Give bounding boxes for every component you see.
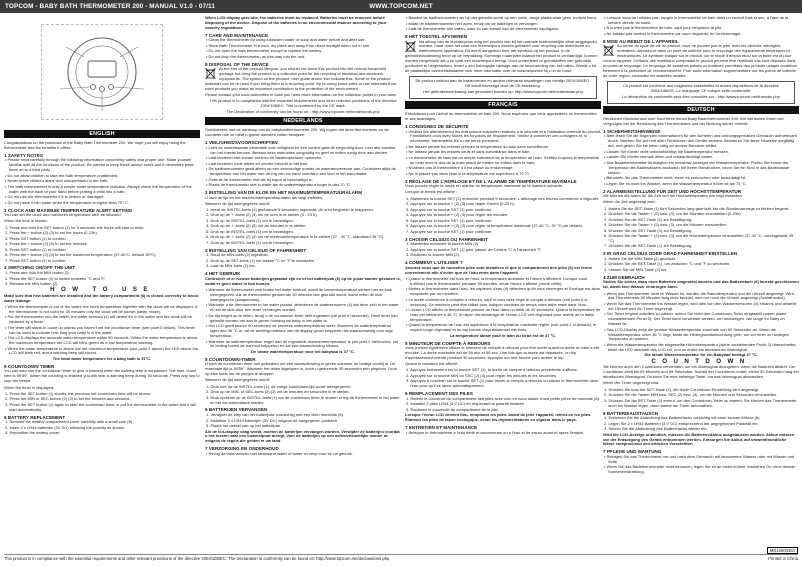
list-item: • L'écran LCD affiche la température précise de l'eau dans un délai de 90 secondes. Quand la température de l'eau est inférieure à 36 °C, le rayon rétroéclairage de l'écran LCD vert clignotant pour avertir de la faible température. (406, 307, 601, 322)
list-item: • Wenn das Thermometer nicht im Wasser ist, werden die Raumtemperatur und die Uhrzeit angezeigt. Wird das Thermometer 30 Minuten lang nicht benutzt, wird nur noch die Uhrzeit angezeigt (Schlafmodus). (604, 290, 794, 301)
en-disposal-heading: 8 DISPOSAL OF THE DEVICE (205, 61, 269, 67)
column-english (4, 16, 200, 552)
list-item: 7. Press SET button (1) to confirm. (5, 257, 67, 263)
nl-battery-note: Als de lcd-display vaag wordt, moeten de batterijen vervangen worden. Verwijder de batterijen voordat u het toestel naar een inzamelpunt brengt. Voer de batterijen op een milieuvriendelijke manier af volgens de regels die gelden in uw land. (205, 428, 400, 444)
list-item: • Maak de badthermometer niet open, tenzij om de batterijen te vervangen. (406, 20, 539, 26)
en-battery-heading: 6 BATTERY REPLACEMENT (4, 414, 66, 420)
fr-use-list (405, 277, 601, 333)
nl-battery-heading: 6 BATTERIJEN VERVANGEN (205, 407, 268, 413)
english-intro: Congratulations on the purchase of the Baby Bath Thermometer 200. We hope you will enjoy using the thermometer and the benefits it offers. (4, 140, 186, 150)
nl-use-heading: 4 HET GEBRUIK (205, 271, 241, 277)
list-item: 1. Maintenez la touche SET (1) enfoncée pendant 5 secondes. L'affichage des heures commence à clignoter. (406, 195, 600, 201)
product-illustration (41, 24, 163, 120)
list-item: • Put the thermometer into the water, the water sensors (4) will detect it's in the water and the clock will be replaced by a timer. (5, 314, 192, 325)
list-item: • Bewaar de badthermometer als hij niet gebruikt wordt op een koele, droge plaats waar geen zonlicht komt. (406, 16, 597, 20)
nl-use-note: Controleer of er nieuwe batterijen geplaatst zijn en of het batterijvak (6) op de juiste manier gesloten is, zodat er geen water in kan komen. (205, 275, 401, 286)
list-item: 2. Press the + button (2) (3) to set the hours (0-23h). (5, 230, 98, 236)
list-item: 1. Press and hold the SET button (1) for 5 seconds, the hours will start to blink. (5, 224, 145, 230)
list-item: 6. Druk op de + -toets (2) (3) om de maximumtemperatuur in te stellen (37 - 40 °C, standaard 39 °C). (206, 234, 385, 240)
list-item: • Wanneer de watertemperatuur hoger dan de ingestelde maximumtemperatuur is (zie punt 2 hierboven), zal de leiding boven de lcd rood knipperen en zal een waarschuwing klinken. (206, 338, 398, 349)
list-item: • The LCD displays the accurate water temperature within 90 seconds. When the water temperature is above the maximum temperature the LCD will blink green as a low temperature warning. (5, 335, 198, 346)
list-item: 2. Press the MIN or SEC button (2) (3) to set the minutes and seconds. (5, 396, 131, 402)
list-item: 2. Appuyez sur la touche + (2) (3) pour régler l'heure (0-23 h). (406, 201, 515, 207)
list-item: 5. Druk op de INSTEL-toets (1) om te bevestigen. (206, 228, 294, 234)
list-item: 3. Reposition the battery cover. (5, 430, 61, 436)
list-item: 2. Installez 2 piles LR44 (3 V DC) en respectant la polarité illustrée. (406, 401, 525, 407)
list-item: • Laat de thermometer niet vallen, want zo kan toestel kan de thermometer kapotgaan. (406, 26, 560, 31)
list-item: 1. Maintenez enfoncée la touche MIN (2). (406, 241, 480, 247)
list-item: 3. Relâchez la touche MIN (2). (406, 252, 461, 258)
list-item: • Wanneer de thermometer zich buiten het water bevindt, wordt de kamertemperatuur samen met de klok weergegeven. Als de thermometer gedurende 30 minuten niet gebruikt wordt, wordt enkel de klok weergegeven (slaapmodus). (206, 287, 392, 302)
english-section-header: ENGLISH (4, 130, 200, 138)
fr-battery-steps (405, 397, 601, 413)
list-item: • When the water temperature is above the set maximum temperature (see point 2 above) the LED above the LCD will blink red, and a warning beep will sound. (5, 345, 199, 356)
list-item: 1. Houd de INSTEL-toets (1) gedurende 5 seconden ingedrukt; de uren beginnen te knipperen. (206, 206, 374, 212)
fr-battery-heading: 6 REMPLACEMENT DES PILES (405, 391, 473, 397)
column-dutch-french (405, 16, 601, 552)
en-countdown-steps (4, 392, 200, 413)
wheelie-bin-crossed-icon (603, 44, 614, 57)
nl-intro: Gefeliciteerd met de aankoop van de babybadthermometer 200. Wij hopen dat deze thermometer en de voordelen die ze biedt u goede diensten zullen bewijzen. (205, 127, 389, 138)
nl-countdown-intro: U kunt de countdown timer ook gebruiken om een waarschuwing te geven wanneer de badtijd voorbij is. De maximale tijd is 59'59". Wanneer het tellen afgelopen is, hoort u gedurende 30 seconden een pieptoon. Druk op elke toets om de piepjes te stoppen. (205, 361, 397, 377)
fr-countdown-intro: Vous pouvez également utiliser le minuteur de compte à rebours pour être averti quand la durée du bain a été écoulée. La durée maximale est de 59 min et 59 sec. Une fois que la durée est dépassée, un bip d'avertissement retentit pendant 30 secondes. Appuyez sur une touche pour arrêter le bip. (405, 345, 600, 361)
list-item: 3. Appuyez sur la touche SET (1) pour confirmer. (406, 206, 493, 212)
list-item: • Store Bath Thermometer in a cool, dry place and away from direct sunlight when not in use. (206, 42, 371, 48)
list-item: • N'utilisez pas le thermomètre s'il est cassé ou endommagé. (406, 165, 514, 171)
en-countdown-heading: 5 COUNTDOWN TIMER (4, 363, 55, 369)
list-item: 4. Press the + button (2) (3) to set the minutes. (5, 241, 88, 247)
list-item: 3. Press SET button (1) to confirm. (5, 235, 67, 241)
list-item: 3. Plaats het deksel van op het batterijvak. (206, 423, 282, 429)
list-item: • Das Badethermometer ist lediglich ein einfacher Anzeiger der Wassertemperatur. Prüfen Sie immer die Temperatur des Badewassers zusätzlich mit Ihrem Handrücken, bevor Sie ein Kind in das Badewasser setzen. (604, 159, 790, 175)
list-item: • The timer will starts to count up unless you haven't set the countdown timer (see point 5 below). This timer can be used to indicate how long your baby is in the water. (5, 324, 196, 335)
fr-countdown-steps (405, 368, 601, 389)
list-item: • Der Timer beginnt aufwärts zu zählen, sofern Sie nicht den Countdown-Timer eingestellt haben (siehe nachstehenden Punkt 5). Der Timer kann verwendet werden, um anzuzeigen, wie lange Ihr Baby im Wasser ist. (604, 311, 787, 327)
list-item: 3. Druk op de INSTEL-toets (1) om te bevestigen. (206, 217, 294, 223)
de-safety-heading: 1 SICHERHEITSHINWEISE (603, 128, 661, 134)
fr-disposal-heading: 8 MISE AU REBUT DE L'APPAREIL (603, 38, 679, 44)
nl-celsius-steps (205, 253, 401, 269)
list-item: • Wenn die Wassertemperatur die eingestellte Höchsttemperatur (siehe vorstehenden Punkt 2) überschreitet, blinkt die LED oberhalb des LCD rot, und es ertönt ein akustisches Warnsignal. (604, 341, 797, 352)
nl-celsius-heading: 3 INSTELLING VAN CELSIUS OF FAHRENHEIT (205, 247, 307, 253)
list-item: 1. Halten Sie die SET-Taste (1) fünf Sekunden lang gedrückt, bis die Stundenanzeige zu blinken beginnt. (604, 205, 790, 211)
en-battery-note: When LCD display gets blur, the batteries must be replaced. Batteries must be removed before disposing of the device. Dispose of the batteries in an environmental manner according to your country regulations. (205, 16, 387, 30)
list-item: • Laat kinderen niet zonder toezicht de badtemperatuur opnemen. (206, 155, 323, 161)
list-item: • De tijd begint op te tellen, tenzij u de countdown timer hebt ingesteld (zie punt 5 hieronder). Deze timer kan gebruikt worden om aan te geven hoelang uw baby in het water is. (206, 312, 398, 323)
footer-printed: Printed in China (768, 556, 798, 562)
nl-clock-steps (205, 208, 401, 246)
fr-safety-list (405, 130, 601, 177)
list-item: 3. Appuyez à nouveau sur la touche SET (1) pour lancer le compte à rebours ou placez le thermomètre dans l'eau pour qu'il se lance automatiquement. (406, 378, 599, 389)
list-item: • Ne laissez jamais les enfants seuls et sans surveillance dans le bain. (406, 149, 531, 155)
list-item: 7. Druk op de INSTEL-toets (1) om te bevestigen. (206, 239, 294, 245)
en-use-note: Make sure that new batteries are installed and the battery compartment (6) is closed correctly to avoid water leakage. (4, 292, 199, 303)
fr-care-heading: 7 ENTRETIEN ET MAINTENANCE (405, 425, 478, 431)
nl-ideal-temp: De ideale watertemperatuur voor het babybad is 37 °C. (251, 348, 355, 354)
list-item: 1. Houd de MIN-toets (2) ingedrukt. (206, 252, 269, 258)
fr-countdown-when: Quand le minuteur est affiché : (405, 361, 460, 367)
en-onoff-heading: 3 SWITCHING ON/OFF THE UNIT (4, 265, 76, 271)
list-item: 1. Press and hold the MIN button (2). (5, 270, 71, 276)
de-use-note: Stellen Sie sicher, dass neue Batterien eingesetzt wurden und das Batteriefach (6) korrekt geschlossen ist, damit kein Wasser eindringen kann. (603, 279, 799, 290)
list-item: • Reinig de thermometer met lauwwarm water of water en zeep voor en na gebruik. (206, 450, 354, 456)
de-celsius-steps (603, 257, 799, 273)
list-item: 1. Retirez le couvercle du compartiment des piles avec soin en vous aidant d'une petite pièce de monnaie (6). (406, 395, 600, 401)
fr-clock-steps (405, 197, 601, 235)
en-battery-steps (4, 420, 200, 436)
nl-care-heading: 7 VERZORGING EN ONDERHOUD (205, 446, 279, 452)
en-disposal-contact: Please contact your local authorities in case you need more information on the collection points in your area. (205, 92, 397, 98)
list-item: 7. Appuyez sur la touche SET (1) pour confirmer. (406, 228, 493, 234)
list-item: • Ne laissez jamais les enfants prendre la température du bain sans surveillance. (406, 143, 550, 149)
list-item: • Gebruik de thermometer niet als hij kapot of beschadigd is. (206, 176, 313, 182)
nl-safety-list (205, 146, 401, 188)
de-countdown-when: Wenn der Timer angezeigt wird: (603, 380, 660, 386)
list-item: 7. Drücken Sie die SET-Taste (1) zur Bestätigung. (604, 243, 693, 249)
list-item: 2. Drücken Sie die Tasten + (2) bzw. (3), um die Stunden einzustellen (0-23h). (604, 211, 742, 216)
en-howtouse-heading: HOW TO USE (50, 285, 154, 293)
de-use-heading: 4 ZUM GEBRAUCH (603, 274, 645, 280)
en-clock-when: When the time is shown: (4, 218, 48, 224)
list-item: 6. Appuyez sur la touche + (2) (3) pour régler la température maximale (37-40 °C, 39 °C par défaut). (406, 223, 583, 229)
en-declaration-link[interactable]: The Declaration of conformity can be found on : http://www.topcom.net/nederlands.php (226, 109, 380, 115)
page-footer (4, 548, 798, 564)
footer-model-number: MD10600384 (767, 547, 798, 554)
fr-care-list (603, 16, 799, 37)
fr-clock-when: Lorsque le temps est affiché : (405, 189, 458, 195)
fr-compliance-box (607, 81, 795, 104)
fr-ideal-temp: La température idéale pour le bain du bébé est de 37 °C. (449, 332, 557, 338)
fr-clock-intro: Vous pouvez régler la durée et l'alarme de température maximale de la manière suivante. (405, 183, 564, 189)
de-ideal-temp: Die ideale Wassertemperatur für ein Babybad beträgt 37 °C. (644, 352, 758, 358)
de-countdown-steps (603, 388, 799, 409)
list-item: • Benutzen Sie das Thermometer nicht, wenn es zerbrochen oder beschädigt ist. (604, 175, 747, 181)
nl-use-list (205, 288, 401, 349)
thermometer-diagram-icon (46, 27, 158, 117)
list-item: 2. Druk op de MIN- of SEC-toets (2) (3) om de minuten en seconden in te stellen. (206, 389, 350, 395)
de-celsius-heading: 3 IN GRAD CELSIUS ODER GRAD FAHRENHEIT EINSTELLEN (603, 251, 738, 257)
list-item: • Le thermomètre de bain est un simple indicateur de la température de l'eau. Vérifiez toujours la température de l'eau avec le dos de la main avant de mettre un enfant dans le bain. (406, 154, 600, 165)
list-item: • Mettez le thermomètre dans l'eau, les capteurs d'eau (4) détectent qu'ils sont immergés et l'horloge est alors remplacée par un minuteur. (406, 286, 601, 297)
de-battery-steps (603, 416, 799, 432)
de-battery-note: Wird die LCD-Anzeige undeutlich, müssen die Batterien/Akkus ausgetauscht werden. Akkus müssen vor der Entsorgung des Geräts entnommen werden. Entsorgen Sie Akkus auf umweltfreundliche Weise entsprechend den örtlichen Vorschriften. (603, 431, 795, 447)
de-countdown-heading: COUNTDOWN (651, 357, 751, 365)
en-countdown-intro: You can also use the countdown timer to give a warning when the bathing time is surpassed. The max. count time is 59'59". When the counting is finished you will hear a warning beep during 30 seconds. Press any key to stop the beeps. (4, 368, 200, 384)
header-manual-title: TOPCOM - BABY BATH THERMOMETER 200 - MANUAL V1.0 - 07/11 (5, 3, 216, 10)
en-disposal-text: At the end of the product lifecycle, you should not throw this product into the normal household garbage but bring the product to a collection point for the recycling of electrical and electronic equipments. The symbol on the product, user guide and/or box indicate this. Some of the product materials can be re-used if you bring them to a recycling point. By re-using some parts or raw materials from used products you make an important contribution to the protection of the environment. (205, 66, 397, 91)
list-item: • Wenn Sie das Badethermometer nicht benutzen, legen Sie es an einen kühlen, trockenen Ort ohne direkte Sonneneinstrahlung. (604, 464, 795, 475)
page-header (0, 0, 802, 13)
list-item: • Plaats de thermometer niet in water als de watertemperatuur hoger is dan 70 °C. (206, 182, 352, 188)
list-item: • Ne le placez pas dans l'eau si la température est supérieure à 70 °C. (406, 170, 531, 176)
list-item: 3. Release the MIN button (2). (5, 281, 59, 287)
list-item: • Lassen Sie Kinder niemals allein und unbeaufsichtigt baden. (604, 154, 714, 160)
german-section-header: DEUTSCH (603, 106, 799, 114)
list-item: 4. Druk op de + -toets (2) (3) om de minuten in te stellen. (206, 223, 307, 229)
nl-countdown-heading: 5 COUNTDOWN-TIMER (205, 356, 256, 362)
nl-clock-heading: 2 INSTELLING VAN DE KLOK EN HET MAXIMUMTEMPERATUURALARM (205, 189, 363, 195)
list-item: 1. Remove the battery compartment cover carefully with a small coin (6). (5, 419, 134, 425)
list-item: • Wanneer u de thermometer in het water plaatst, detecteren de watersensoren (4) dat deze zich in het water en zal de klok door een timer vervangen worden. (206, 302, 399, 313)
list-item: 1. Druk kort op de INSTEL-toets (1), de vorige countdown-tijd wordt weergegeven. (206, 383, 352, 389)
list-item: 1. Drücken Sie kurz die SET-Taste (1), die letzte Countdown-Einstellung wird angezeigt. (604, 386, 760, 392)
fr-countdown-heading: 5 MINUTEUR DE COMPTE À REBOURS (405, 340, 491, 346)
en-use-list (4, 305, 200, 356)
de-countdown-intro: Sie können auch den Countdown verwenden, um ein Warnsignal abzugeben, wenn die Badezeit abläuft. Der Countdown zählt bis 59 Minuten und 59 Sekunden. Sobald der Countdown endet, ertönt 30 Sekunden lang ein akustisches Warnsignal. Drücken Sie eine beliebige Taste, um das Warnsignal abzustellen. (603, 364, 799, 380)
list-item: 2. Installeer 2 x LR44 batterijen (3V DC) volgens de aangegeven polariteit. (206, 417, 338, 423)
nl-compliance: Dit product voldoet aan de basisnormen en andere relevante bepalingen van richtlijn 2004/108/EG. Dit wordt bevestigd door de CE-markering. (415, 77, 591, 88)
column-english-dutch (205, 16, 401, 552)
list-item: 5. Appuyez sur la touche SET (1) pour confirmer. (406, 217, 493, 223)
list-item: 2. Legen Sie 2 x LR44 Batterien (3 V DC) entsprechend der angegebenen Polarität ein. (604, 420, 759, 426)
en-care-list (205, 38, 401, 59)
list-item: 5. Press SET button (1) to confirm. (5, 246, 67, 252)
list-item: • Legen Sie es nicht ins Wasser, wenn die Wassertemperatur höher ist als 70 °C. (604, 180, 747, 186)
list-item: • Do not place it into water when the temperature is higher than 70° C. (5, 199, 129, 205)
wheelie-bin-crossed-icon (205, 67, 216, 80)
de-care-heading: 7 PFLEGE UND WARTUNG (603, 449, 662, 455)
list-item: • The bath thermometer is only a simple water temperature indicator. Always check the temperature of the water with the back of your hand before putting a child into a bath. (5, 183, 192, 194)
list-item: • Do not allow children to take the bath temperature unattended. (5, 172, 119, 178)
de-use-list (603, 292, 799, 353)
en-countdown-when: When the timer is displayed: (4, 384, 55, 390)
list-item: • De badthermometer geeft alleen op een eenvoudige manier de watertemperatuur aan. Controleer altijd de temperatuur van het water met de rug van uw hand voordat u een kind in het bad plaatst. (206, 166, 396, 177)
list-item: • Veuillez lire attentivement les instructions suivantes relatives à la sécurité et à l'utilisation correcte du produit. Familiarisez-vous avec toutes les fonctions de l'équipement. Veillez à conserver ces consignes et, si nécessaire, transmettez-les à une tierce personne. (406, 128, 601, 144)
list-item: • Nettoyez le thermomètre à l'eau tiède et savonneuse ou à l'eau et de savon avant et après l'emploi. (406, 429, 585, 435)
nl-compliance-box (409, 76, 597, 99)
dutch-section-header: NEDERLANDS (205, 117, 401, 125)
header-website: WWW.TOPCOM.NET (369, 3, 433, 10)
de-clock-steps (603, 207, 799, 250)
fr-disposal-text: Au terme du cycle de vie du produit, vous ne pouvez pas le jeter avec les déchets ménagers ordinaires, déposez-le dans un point de collecte pour le recyclage des équipements électriques et électroniques. Le symbole indiqué sur le produit, sur le mode d'emploi et/ou sur la boîte est là pour vous le rappeler. Certains des matériaux composant le produit peuvent être réutilisés s'ils sont déposés dans un point de recyclage. Le recyclage de certaines pièces ou matières premières des produits usagés contribue fortement à la protection de l'environnement. Pour toute information supplémentaire sur les points de collecte de votre région, contactez les autorités locales. (603, 43, 797, 78)
fr-safety-heading: 1 CONSIGNES DE SÉCURITÉ (405, 123, 469, 129)
de-clock-heading: 2 ALARMEINSTELLUNG FÜR ZEIT UND HÖCHSTTEMPERATUR (603, 188, 742, 194)
list-item: 3. Drücken Sie die SET-Taste (1) erneut, um den Countdown-Timer zu starten. Sie können das Thermometer auch ins Wasser legen, dann startet der Timer automatisch. (604, 397, 797, 408)
nl-countdown-steps (205, 385, 401, 406)
list-item: 6. Drücken Sie die Tasten + (2) bzw. (3), um die Höchsttemperatur einzustellen (37-40 °C, voreingestellt 39 °C). (604, 233, 794, 243)
list-item: • Bitte lesen Sie die folgenden Informationen für den sicheren und ordnungsgemäßen Gebrauch aufmerksam durch. Machen Sie sich mit allen Funktionen des Geräts vertraut. Bewahren Sie diese Hinweise sorgfältig auf, und geben Sie sie wenn nötig an andere Benutzer weiter. (604, 133, 797, 149)
fr-declaration-link[interactable]: La déclaration de conformité peut être consultée sur : http://www.topcom.net/francais.php (622, 93, 780, 99)
list-item: • Do not drop the thermometer, as this may ruin the unit. (206, 53, 306, 59)
nl-countdown-when: Wanneer de tijd weergegeven wordt: (205, 377, 270, 383)
list-item: 2. Druk op de SET-toets (1) om tussen °C en °F te schakelen. (206, 257, 316, 263)
nl-declaration-link[interactable]: Het gebruikersverklaring kan gevonden worden op: http://www.topcom.net/nederlands.php (423, 88, 583, 94)
nl-disposal-heading: 8 HET TOESTEL AFVOEREN (405, 33, 467, 39)
en-care-heading: 7 CARE AND MAINTENANCE (205, 32, 269, 38)
list-item: • Das LCD-Display zeigt die genaue Wassertemperatur innerhalb von 90 Sekunden an. Wenn die Wassertemperatur unter 36 °C liegt, blinkt die Hintergrundbeleuchtung grün, um vor einer zu niedrigen Temperatur zu warnen. (604, 326, 789, 342)
list-item: 3. Druk opnieuw op de INSTEL-toets (1) om de countdown timer te starten of leg de thermometer in het water en het zal automatisch starten. (206, 394, 400, 405)
list-item: 6. Press the + button (2) (3) to set the maximum temperature (37-40°C, default 39°C). (5, 252, 157, 258)
french-section-header: FRANÇAIS (405, 101, 601, 109)
list-item: 2. Appuyez sur la touche SET (1) pour passer de Celsius °C à Fahrenheit °F. (406, 246, 542, 252)
list-item: • Do not open the bath thermometer except to replace the battery. (206, 48, 323, 54)
fr-use-heading: 4 COMMENT L'UTILISER ? (405, 260, 463, 266)
de-battery-heading: 6 BATTERIEAUSTAUSCH (603, 410, 658, 416)
list-item: 2. Drücken Sie die SET-Taste (1), um zwischen °C und °F zu wechseln. (604, 261, 731, 267)
fr-celsius-steps (405, 242, 601, 258)
list-item: • Lorsque vous ne l'utilisez pas, rangez le thermomètre de bain dans un endroit frais et sec, à l'abri de la lumière directe du soleil. (604, 16, 789, 25)
fr-use-note: Assurez-vous que de nouvelles piles sont installées et que le compartiment des piles (6) est fermé correctement afin d'éviter que de l'eau entre dans l'appareil. (405, 264, 592, 275)
nl-safety-heading: 1 VEILIGHEIDSVOORSCHRIFTEN (205, 140, 278, 146)
en-safety-heading: 1 SAFETY NOTES (4, 152, 43, 158)
list-item: 5. Drücken Sie die SET-Taste (1) zur Bestätigung. (604, 227, 693, 233)
list-item: 1. Halten Sie die MIN-Taste (2) gedrückt. (604, 255, 677, 261)
list-item: • Laat kinderen nooit alleen en zonder toezicht in het bad. (206, 160, 308, 166)
list-item: • Please read carefully through the following information concerning safety and proper use. Make yourself familiar with all the functions of the product. Be careful to keep these advice notes and if necessary pass them on to a third party. (5, 157, 194, 173)
list-item: 2. Insert 2 x LR44 batteries (3V DC) following the polarity as shown. (5, 424, 126, 430)
list-item: • Het LCD geeft binnen 90 seconden de precieze watertemperatuur weer. Wanneer de watertemperatuur lager dan 36 °C is, zal de achtergrondkleur van de display groen knipperen als waarschuwing voor lage temperatuur. (206, 323, 393, 339)
fr-intro: Félicitations pour l'achat du thermomètre de bain 200. Nous espérons que vous apprécierez ce thermomètre et ses avantages. (405, 111, 597, 122)
list-item: 4. Appuyez sur la touche + (2) (3) pour régler les minutes. (406, 212, 509, 218)
list-item: • N'ouvrez pas le thermomètre de bain, sauf pour remplacer la pile. (604, 25, 723, 31)
list-item: • Lees de onderstaande informatie over veiligheid en een correct gebruik zorgvuldig door. Leer alle functies van het toestel kennen. Bewaar deze instructies zorgvuldig en geef ze indien nodig door aan derden. (206, 144, 396, 155)
list-item: 3. Drücken Sie die SET-Taste (1) zur Bestätigung. (604, 216, 693, 222)
de-care-list (603, 455, 799, 475)
list-item: • Reinigen Sie das Thermometer vor und nach dem Gebrauch mit lauwarmem Wasser oder mit Wasser und Seife. (604, 453, 795, 464)
list-item: • Do not use the thermometer if it is broken or damaged. (5, 194, 105, 200)
fr-celsius-heading: 3 CHOISIR CELSIUS OU FAHRENHEIT (405, 236, 488, 242)
list-item: • Quand la température de l'eau est supérieure à la température maximale réglée (voir point 2 ci-dessus), le voyant rouge clignotant et un bip sonore d'avertissement est émis. (406, 322, 597, 333)
list-item: 3. Lassen Sie die MIN-Taste (2) los. (604, 266, 668, 272)
en-clock-heading: 2 CLOCK AND MAXIMUM TEMPERATURE ALERT SETTING (4, 207, 133, 213)
en-clock-steps (4, 226, 200, 264)
en-ideal-temp: The ideal water temperature for a baby bath is 37°C. (52, 355, 152, 361)
de-intro: Herzlichen Glückwunsch zum Kauf Ihres neues Baby Badethermometer 200. Wir wünschen Ihnen viel Vergnügen bei der Benutzung des Thermometers und der Nutzung seiner Vorteile. (603, 116, 784, 126)
de-clock-when: Wenn die Zeit angezeigt wird: (603, 199, 656, 205)
column-french-german (603, 16, 799, 552)
en-safety-list (4, 158, 200, 205)
list-item: 3. Replacez le couvercle du compartiment de la pile. (406, 406, 499, 412)
list-item: 2. Drücken Sie die Tasten MIN bzw. SEC (2) bzw. (3), um die Minuten und Sekunden einzustellen. (604, 392, 778, 398)
wheelie-bin-crossed-icon (405, 40, 416, 53)
fr-compliance: Ce produit est conforme aux exigences essentielles et autres dispositions de la directive 2004/108/CE. Le marquage CE indique cette conformité. (623, 82, 779, 93)
nl-clock-when: Wanneer de tijd weergegeven wordt: (205, 200, 270, 206)
list-item: • Quand le thermomètre est hors de l'eau, la température ambiante et l'heure s'affichent. Lorsque vous n'utilisez pas le thermomètre pendant 30 minutes, seule l'heure s'affiche (mode veille). (406, 275, 588, 286)
list-item: • Ne laissez pas tomber le thermomètre car vous risqueriez de l'endommager. (604, 30, 742, 36)
list-item: • Wenn Sie das Thermometer ins Wasser legen, wird dies von den Wassersensoren (4) erkannt, und anstelle der Uhrzeit wird ein Timer angezeigt. (604, 300, 797, 311)
nl-battery-steps (205, 413, 401, 429)
list-item: • Clean the thermometer by using lukewarm water or soap and water before and after use. (206, 37, 366, 43)
en-clock-intro: You can set the clock and maximum temperature alert as followed. (4, 212, 122, 218)
list-item: 2. Press the SET button (1) to switch between °C and °F. (5, 275, 106, 281)
list-item: 2. Druk op de + -toets (2) (3) om de uren in te stellen (0 - 23 u). (206, 212, 318, 218)
list-item: 4. Drücken Sie die Tasten + (2) bzw. (3), um die Minuten einzustellen. (604, 222, 727, 227)
list-item: • When the thermometer is out of the water, the room temperature together with the clock will be displayed. If the thermometer is not used for 30 minutes only the clock will be shown (sleep mode). (5, 303, 198, 314)
fr-battery-note: Lorsque l'écran LCD devient flou, remplacez les piles. Avant de jeter l'appareil, retirez-en les piles. Éliminez les piles de façon écologique, selon les réglementations en vigueur dans le pays. (405, 412, 592, 423)
en-compliance: This product is in compliance with the essential requirements and other relevant provisions of the directive 2004/108/EC. This is confirmed by the CE mark. (209, 98, 397, 109)
list-item: 1. Appuyez brièvement sur la touche SET (1), la durée de compte à rebours précédente s'affiche. (406, 367, 578, 373)
list-item: 1. Entfernen Sie die Abdeckung des Batteriefachs vorsichtig mit einer kleinen Münze (6). (604, 415, 761, 421)
nl-care-list (405, 16, 601, 32)
list-item: 3. Laat de MIN-toets (2) los. (206, 263, 256, 269)
de-safety-list (603, 134, 799, 186)
list-item: 3. Press the SET button (1) again to start the countdown timer or put the thermometer in the water and it will start automatically. (5, 401, 196, 412)
list-item: 1. Press the SET button (1) shortly, the previous set countdown time will be shown. (5, 390, 152, 396)
footer-compliance: This product is in compliance with the essential requirements and other relevant provisions of the directive 2004/108/EC. The Declaration of conformity can be found on: http://www.topcom.net/declarations.php (4, 556, 390, 562)
fr-clock-heading: 2 RÉGLAGE DE L'HORLOGE ET DE L'ALARME DE TEMPÉRATURE MAXIMALE (405, 178, 577, 184)
en-onoff-steps (4, 271, 200, 287)
list-item: 2. Appuyez sur la touche MIN ou SEC (2) (3) pour régler les minutes et les secondes. (406, 372, 557, 378)
de-clock-intro: Sie können die Alarm für die Zeit und die Höchsttemperatur wie folgt einstellen. (603, 193, 743, 199)
nl-disposal-text: Na afloop van de levenscyclus mag het product niet bij het normale huishoudelijke afval weggegooid worden, maar moet het naar een inzamelpunt worden gebracht voor recycling van elektrische en elektronische apparatuur. Dit wordt aangeduid door het symbool op het product, in de gebruikshandleiding en/of op de verpakking. Sommige materialen waaruit het product is vervaardigd, kunnen worden hergebruikt als u ze naar een inzamelpunt brengt. Door onderdelen of grondstoffen van gebruikte producten te hergebruiken, levert u een belangrijke bijdrage aan de bescherming van het milieu. Wendt u tot de plaatselijke overheidsinstantie voor meer informatie over de inzamelpunten bij u in de buurt. (405, 38, 598, 73)
nl-clock-intro: U kunt de tijd en het maximumtemperatuuralarm als volgt instellen. (205, 194, 324, 200)
list-item: • Lassen Sie Kinder nicht unbeaufsichtigt die Badetemperatur messen. (604, 148, 730, 154)
list-item: • Never leave children alone and unsupervised in the bath. (5, 178, 109, 184)
list-item: 1. Verwijder de klep van het batterijvak voorzichtig met een klein muntstuk (6). (206, 412, 345, 418)
list-item: • Le durée commence à compter à rebours, sauf si vous avez réglé le compte à rebours (voir point 5 ci-dessous). Ce minuteur peut être utilisé pour indiquer combien de temps votre bébé reste dans l'eau. (406, 296, 589, 307)
list-item: 3. Setzen Sie die Abdeckung des Batteriefachs wieder ein. (604, 426, 708, 432)
